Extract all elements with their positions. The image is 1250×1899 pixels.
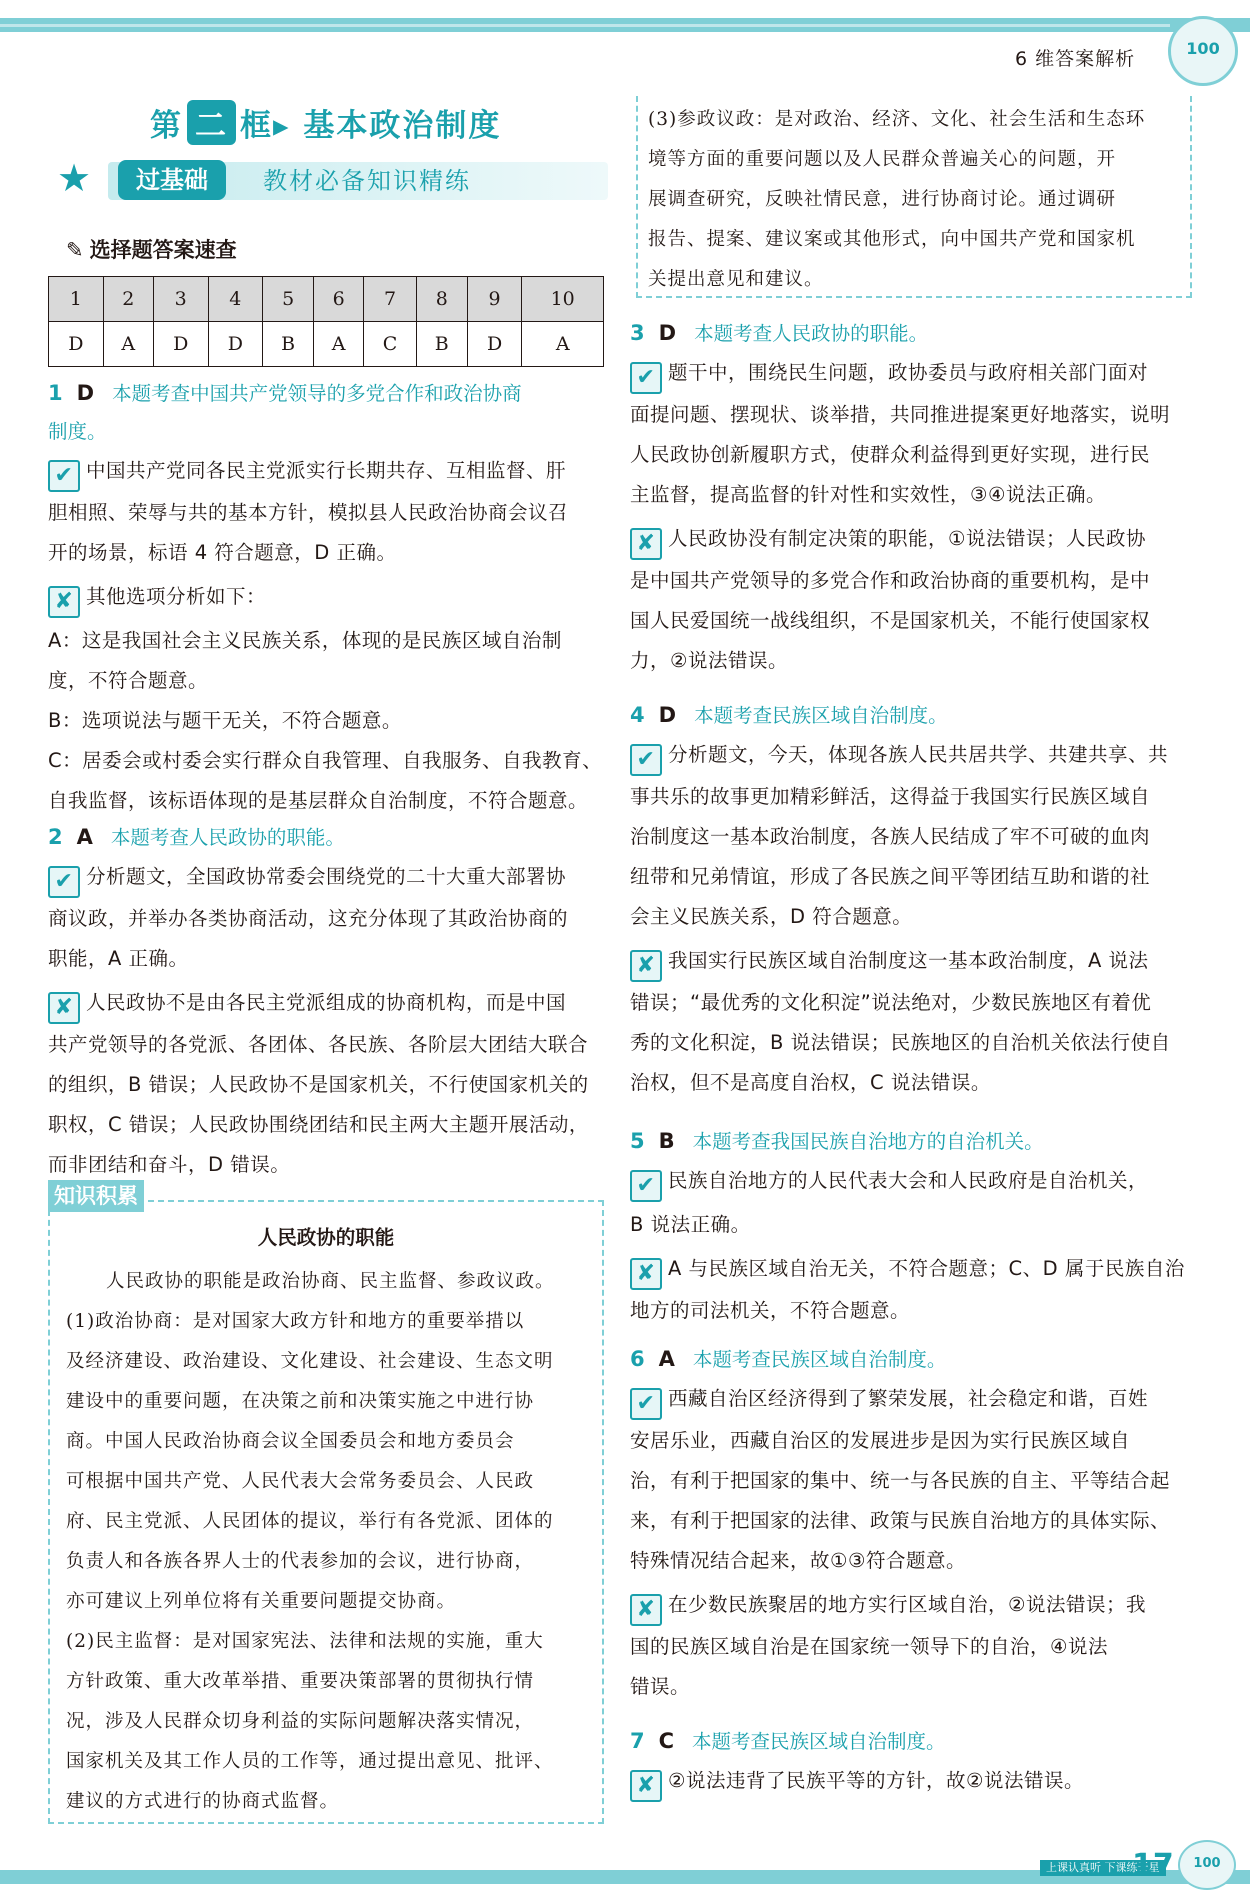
text-line: 职能，A 正确。: [48, 947, 189, 970]
top-bar-stripe: [0, 24, 1170, 27]
check-icon: ✔: [48, 460, 80, 492]
answer-num: 9: [467, 277, 522, 322]
text-line: 安居乐业，西藏自治区的发展进步是因为实行民族区域自: [630, 1429, 1131, 1452]
text-line: 商议政，并举办各类协商活动，这充分体现了其政治协商的: [48, 907, 569, 930]
question-5-heading: [630, 1126, 1044, 1154]
quick-answer-heading: [66, 234, 237, 264]
answer-table-value-row: [49, 322, 604, 367]
question-6-heading: [630, 1344, 946, 1372]
question-answer: A: [658, 1347, 675, 1371]
text-line: 治制度这一基本政治制度，各族人民结成了牢不可破的血肉: [630, 825, 1151, 848]
question-number: 6: [630, 1347, 645, 1371]
text-line: 国的民族区域自治是在国家统一领导下的自治，④说法: [630, 1635, 1108, 1658]
text-line: 纽带和兄弟情谊，形成了各民族之间平等团结互助和谐的社: [630, 865, 1151, 888]
knowledge-line: 国家机关及其工作人员的工作等，通过提出意见、批评、: [66, 1751, 554, 1772]
unit-prefix: 第: [150, 108, 183, 144]
cross-icon: ✘: [630, 528, 662, 560]
footer-mascot-icon: 100: [1178, 1840, 1236, 1890]
cross-icon: ✘: [630, 1258, 662, 1290]
text-content: 人民政协不是由各民主党派组成的协商机构，而是中国: [86, 991, 567, 1014]
pencil-icon: ✎: [66, 238, 84, 262]
question-4-heading: [630, 700, 948, 728]
text-line: 而非团结和奋斗，D 错误。: [48, 1153, 291, 1176]
text-line: [48, 578, 266, 618]
text-line: 胆相照、荣辱与共的基本方针，模拟县人民政治协商会议召: [48, 501, 569, 524]
text-line: 共产党领导的各党派、各团体、各民族、各阶层大团结大联合: [48, 1033, 589, 1056]
text-line: [630, 1162, 1148, 1202]
answer-num: 10: [522, 277, 604, 322]
text-line: 地方的司法机关，不符合题意。: [630, 1299, 911, 1322]
text-line: [48, 858, 566, 898]
knowledge-title: 人民政协的职能: [257, 1226, 395, 1249]
answer-val: D: [467, 322, 522, 367]
text-line: [630, 736, 1168, 776]
check-icon: ✔: [630, 1170, 662, 1202]
question-number: 2: [48, 825, 63, 849]
cross-icon: ✘: [630, 1594, 662, 1626]
text-line: 特殊情况结合起来，故①③符合题意。: [630, 1549, 966, 1572]
knowledge-line: 负责人和各族各界人士的代表参加的会议，进行协商，: [66, 1551, 535, 1572]
text-line: 会主义民族关系，D 符合题意。: [630, 905, 913, 928]
knowledge-line: 府、民主党派、人民团体的提议，举行有各党派、团体的: [66, 1511, 554, 1532]
knowledge-tag: 知识积累: [48, 1180, 144, 1212]
answer-num: 6: [314, 277, 364, 322]
answer-num: 5: [263, 277, 314, 322]
question-number: 3: [630, 321, 645, 345]
text-content: A 与民族区域自治无关，不符合题意；C、D 属于民族自治: [668, 1257, 1185, 1280]
question-answer: D: [76, 381, 95, 405]
check-icon: ✔: [630, 744, 662, 776]
check-icon: ✔: [48, 866, 80, 898]
text-line: [630, 520, 1146, 560]
quick-answer-label: 选择题答案速查: [89, 238, 237, 262]
text-content: 中国共产党同各民主党派实行长期共存、互相监督、肝: [86, 459, 567, 482]
question-answer: D: [658, 321, 677, 345]
text-line: A：这是我国社会主义民族关系，体现的是民族区域自治制: [48, 629, 562, 652]
text-line: 事共乐的故事更加精彩鲜活，这得益于我国实行民族区域自: [630, 785, 1151, 808]
text-content: 分析题文，全国政协常委会围绕党的二十大重大部署协: [86, 865, 567, 888]
question-number: 4: [630, 703, 645, 727]
text-line: [630, 1586, 1146, 1626]
question-1-heading-cont: [48, 416, 107, 444]
cross-icon: ✘: [630, 950, 662, 982]
text-content: 西藏自治区经济得到了繁荣发展，社会稳定和谐，百姓: [668, 1387, 1149, 1410]
knowledge-line: (3)参政议政：是对政治、经济、文化、社会生活和生态环: [648, 109, 1146, 130]
text-line: [630, 1762, 1084, 1802]
text-line: 的组织，B 错误；人民政协不是国家机关，不行使国家机关的: [48, 1073, 589, 1096]
question-answer: A: [76, 825, 93, 849]
text-line: 国人民爱国统一战线组织，不是国家机关，不能行使国家权: [630, 609, 1151, 632]
text-line: [48, 984, 566, 1024]
answer-val: D: [49, 322, 104, 367]
cross-icon: ✘: [48, 992, 80, 1024]
question-answer: C: [658, 1729, 675, 1753]
text-line: 自我监督，该标语体现的是基层群众自治制度，不符合题意。: [48, 789, 589, 812]
mascot-icon: 100: [1168, 16, 1238, 86]
knowledge-line: (2)民主监督：是对国家宪法、法律和法规的实施，重大: [66, 1631, 544, 1652]
star-mascot-icon: ★: [56, 156, 92, 200]
answer-num: 8: [416, 277, 467, 322]
question-topic: 制度。: [48, 420, 107, 443]
text-content: 分析题文，今天，体现各族人民共居共学、共建共享、共: [668, 743, 1169, 766]
knowledge-line: 人民政协的职能是政治协商、民主监督、参政议政。: [106, 1271, 555, 1292]
text-line: 错误。: [630, 1675, 691, 1698]
text-line: 力，②说法错误。: [630, 649, 788, 672]
knowledge-line: 建议的方式进行的协商式监督。: [66, 1791, 340, 1812]
answer-val: B: [263, 322, 314, 367]
answer-num: 2: [103, 277, 153, 322]
question-7-heading: [630, 1726, 946, 1754]
knowledge-line: 展调查研究，反映社情民意，进行协商讨论。通过调研: [648, 189, 1117, 210]
text-line: B：选项说法与题干无关，不符合题意。: [48, 709, 402, 732]
question-topic: 本题考查人民政协的职能。: [110, 826, 345, 849]
question-2-heading: [48, 822, 345, 850]
question-topic: 本题考查民族区域自治制度。: [694, 704, 948, 727]
knowledge-line: 报告、提案、建议案或其他形式，向中国共产党和国家机: [648, 229, 1136, 250]
answer-val: C: [364, 322, 417, 367]
question-1-heading: [48, 378, 522, 406]
footer-label: 上课认真听 下课练天星: [1040, 1860, 1166, 1876]
check-icon: ✔: [630, 362, 662, 394]
question-topic: 本题考查民族区域自治制度。: [692, 1730, 946, 1753]
text-content: 民族自治地方的人民代表大会和人民政府是自治机关，: [668, 1169, 1149, 1192]
text-line: [630, 1250, 1185, 1290]
knowledge-line: (1)政治协商：是对国家大政方针和地方的重要举措以: [66, 1311, 525, 1332]
knowledge-line: 况，涉及人民群众切身利益的实际问题解决落实情况，: [66, 1711, 535, 1732]
text-line: 来，有利于把国家的法律、政策与民族自治地方的具体实际、: [630, 1509, 1171, 1532]
band-tag: 过基础: [118, 160, 226, 200]
knowledge-line: 及经济建设、政治建设、文化建设、社会建设、生态文明: [66, 1351, 554, 1372]
text-line: 面提问题、摆现状、谈举措，共同推进提案更好地落实，说明: [630, 403, 1171, 426]
text-line: 人民政协创新履职方式，使群众利益得到更好实现，进行民: [630, 443, 1151, 466]
question-topic: 本题考查人民政协的职能。: [694, 322, 929, 345]
answer-num: 4: [208, 277, 263, 322]
knowledge-line: 可根据中国共产党、人民代表大会常务委员会、人民政: [66, 1471, 535, 1492]
text-content: 在少数民族聚居的地方实行区域自治，②说法错误；我: [668, 1593, 1146, 1616]
question-answer: D: [658, 703, 677, 727]
text-line: [630, 942, 1149, 982]
knowledge-line: 商。中国人民政治协商会议全国委员会和地方委员会: [66, 1431, 515, 1452]
text-line: 职权，C 错误；人民政协围绕团结和民主两大主题开展活动，: [48, 1113, 589, 1136]
page-number: 17: [1132, 1848, 1174, 1883]
cross-icon: ✘: [630, 1770, 662, 1802]
text-line: 开的场景，标语 4 符合题意，D 正确。: [48, 541, 397, 564]
text-content: ②说法违背了民族平等的方针，故②说法错误。: [668, 1769, 1084, 1792]
text-content: 我国实行民族区域自治制度这一基本政治制度，A 说法: [668, 949, 1149, 972]
unit-title: [150, 100, 501, 145]
unit-suffix: 框▸ 基本政治制度: [240, 108, 502, 144]
band-subtitle: 教材必备知识精练: [263, 167, 471, 195]
text-line: 治权，但不是高度自治权，C 说法错误。: [630, 1071, 991, 1094]
answer-num: 7: [364, 277, 417, 322]
unit-num: 二: [187, 100, 236, 145]
section-band: [48, 156, 608, 200]
knowledge-line: 方针政策、重大改革举措、重要决策部署的贯彻执行情: [66, 1671, 535, 1692]
question-3-heading: [630, 318, 928, 346]
answer-val: D: [153, 322, 208, 367]
header-title: 6 维答案解析: [1015, 48, 1136, 70]
answer-val: A: [522, 322, 604, 367]
text-line: B 说法正确。: [630, 1213, 751, 1236]
answer-val: D: [208, 322, 263, 367]
knowledge-line: 建设中的重要问题，在决策之前和决策实施之中进行协: [66, 1391, 535, 1412]
text-line: 秀的文化积淀，B 说法错误；民族地区的自治机关依法行使自: [630, 1031, 1171, 1054]
answer-val: A: [103, 322, 153, 367]
question-number: 5: [630, 1129, 645, 1153]
answer-table: [48, 276, 604, 367]
text-line: 是中国共产党领导的多党合作和政治协商的重要机构，是中: [630, 569, 1151, 592]
text-line: C：居委会或村委会实行群众自我管理、自我服务、自我教育、: [48, 749, 603, 772]
question-topic: 本题考查民族区域自治制度。: [692, 1348, 947, 1371]
answer-val: B: [416, 322, 467, 367]
question-number: 7: [630, 1729, 645, 1753]
question-topic: 本题考查中国共产党领导的多党合作和政治协商: [112, 382, 522, 405]
text-content: 题干中，围绕民生问题，政协委员与政府相关部门面对: [668, 361, 1149, 384]
text-line: [630, 1380, 1148, 1420]
text-line: 主监督，提高监督的针对性和实效性，③④说法正确。: [630, 483, 1106, 506]
knowledge-line: 关提出意见和建议。: [648, 269, 824, 290]
answer-table-header-row: [49, 277, 604, 322]
answer-num: 1: [49, 277, 104, 322]
question-topic: 本题考查我国民族自治地方的自治机关。: [692, 1130, 1044, 1153]
text-content: 其他选项分析如下：: [86, 585, 267, 608]
answer-val: A: [314, 322, 364, 367]
text-content: 人民政协没有制定决策的职能，①说法错误；人民政协: [668, 527, 1146, 550]
cross-icon: ✘: [48, 586, 80, 618]
knowledge-line: 亦可建议上列单位将有关重要问题提交协商。: [66, 1591, 457, 1612]
check-icon: ✔: [630, 1388, 662, 1420]
answer-num: 3: [153, 277, 208, 322]
text-line: 治，有利于把国家的集中、统一与各民族的自主、平等结合起: [630, 1469, 1171, 1492]
question-number: 1: [48, 381, 63, 405]
text-line: [630, 354, 1148, 394]
text-line: 度，不符合题意。: [48, 669, 209, 692]
question-answer: B: [658, 1129, 675, 1153]
knowledge-line: 境等方面的重要问题以及人民群众普遍关心的问题，开: [648, 149, 1117, 170]
text-line: [48, 452, 566, 492]
text-line: 错误；“最优秀的文化积淀”说法绝对，少数民族地区有着优: [630, 991, 1152, 1014]
